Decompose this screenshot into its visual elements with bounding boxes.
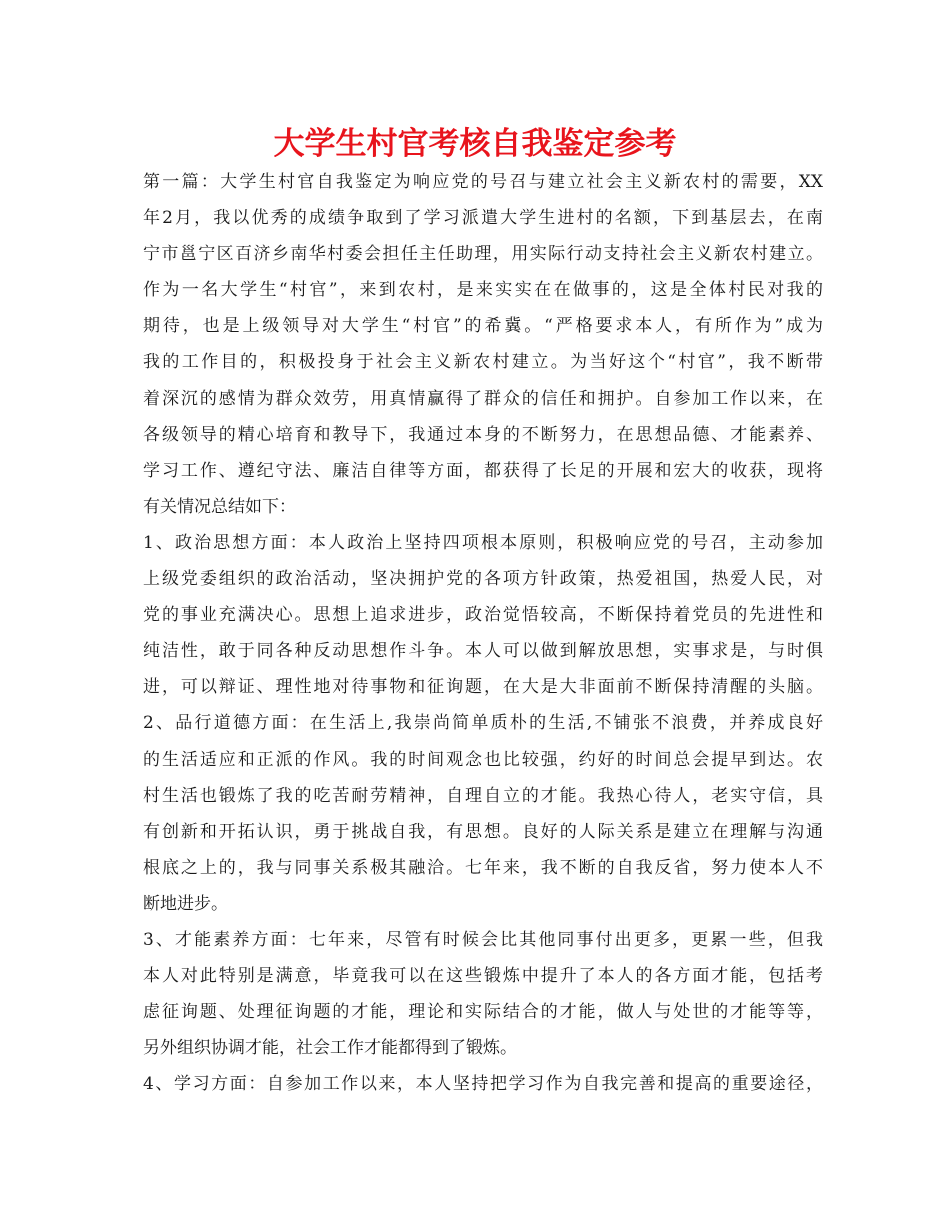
body-line: 2、品行道德方面：在生活上,我崇尚简单质朴的生活,不铺张不浪费，并养成良好	[143, 713, 823, 734]
body-line: 4、学习方面：自参加工作以来，本人坚持把学习作为自我完善和提高的重要途径，	[143, 1074, 823, 1095]
document-title: 大学生村官考核自我鉴定参考	[273, 126, 677, 162]
body-line: 有创新和开拓认识，勇于挑战自我，有思想。良好的人际关系是建立在理解与沟通	[143, 821, 823, 842]
body-line: 年2月，我以优秀的成绩争取到了学习派遣大学生进村的名额，下到基层去，在南	[143, 208, 823, 229]
body-line: 虑征询题、处理征询题的才能，理论和实际结合的才能，做人与处世的才能等等，	[143, 1002, 823, 1023]
body-line: 学习工作、遵纪守法、廉洁自律等方面，都获得了长足的开展和宏大的收获，现将	[143, 460, 823, 481]
body-line: 期待，也是上级领导对大学生“村官”的希冀。“严格要求本人，有所作为”成为	[143, 316, 823, 337]
body-line: 根底之上的，我与同事关系极其融洽。七年来，我不断的自我反省，努力使本人不	[143, 857, 823, 878]
body-line: 着深沉的感情为群众效劳，用真情赢得了群众的信任和拥护。自参加工作以来，在	[143, 388, 823, 409]
body-line: 的生活适应和正派的作风。我的时间观念也比较强，约好的时间总会提早到达。农	[143, 749, 823, 770]
body-line: 另外组织协调才能，社会工作才能都得到了锻炼。	[143, 1038, 517, 1059]
body-line: 党的事业充满决心。思想上追求进步，政治觉悟较高，不断保持着党员的先进性和	[143, 605, 823, 626]
body-line: 各级领导的精心培育和教导下，我通过本身的不断努力，在思想品德、才能素养、	[143, 424, 823, 445]
body-line: 上级党委组织的政治活动，坚决拥护党的各项方针政策，热爱祖国，热爱人民，对	[143, 569, 823, 590]
body-line: 进，可以辩证、理性地对待事物和征询题，在大是大非面前不断保持清醒的头脑。	[143, 677, 823, 698]
body-line: 有关情况总结如下：	[143, 496, 296, 517]
document-body	[143, 164, 823, 1102]
body-line: 3、才能素养方面：七年来，尽管有时候会比其他同事付出更多，更累一些，但我	[143, 929, 823, 950]
body-line: 我的工作目的，积极投身于社会主义新农村建立。为当好这个“村官”，我不断带	[143, 352, 823, 373]
body-line: 宁市邕宁区百济乡南华村委会担任主任助理，用实际行动支持社会主义新农村建立。	[143, 244, 823, 265]
body-line: 断地进步。	[143, 893, 228, 914]
body-line: 作为一名大学生“村官”，来到农村，是来实实在在做事的，这是全体村民对我的	[143, 280, 823, 301]
body-line: 纯洁性，敢于同各种反动思想作斗争。本人可以做到解放思想，实事求是，与时俱	[143, 641, 823, 662]
body-line: 本人对此特别是满意，毕竟我可以在这些锻炼中提升了本人的各方面才能，包括考	[143, 966, 823, 987]
body-line: 村生活也锻炼了我的吃苦耐劳精神，自理自立的才能。我热心待人，老实守信，具	[143, 785, 823, 806]
body-line: 第一篇：大学生村官自我鉴定为响应党的号召与建立社会主义新农村的需要，XX	[143, 172, 823, 192]
body-line: 1、政治思想方面：本人政治上坚持四项根本原则，积极响应党的号召，主动参加	[143, 532, 823, 553]
